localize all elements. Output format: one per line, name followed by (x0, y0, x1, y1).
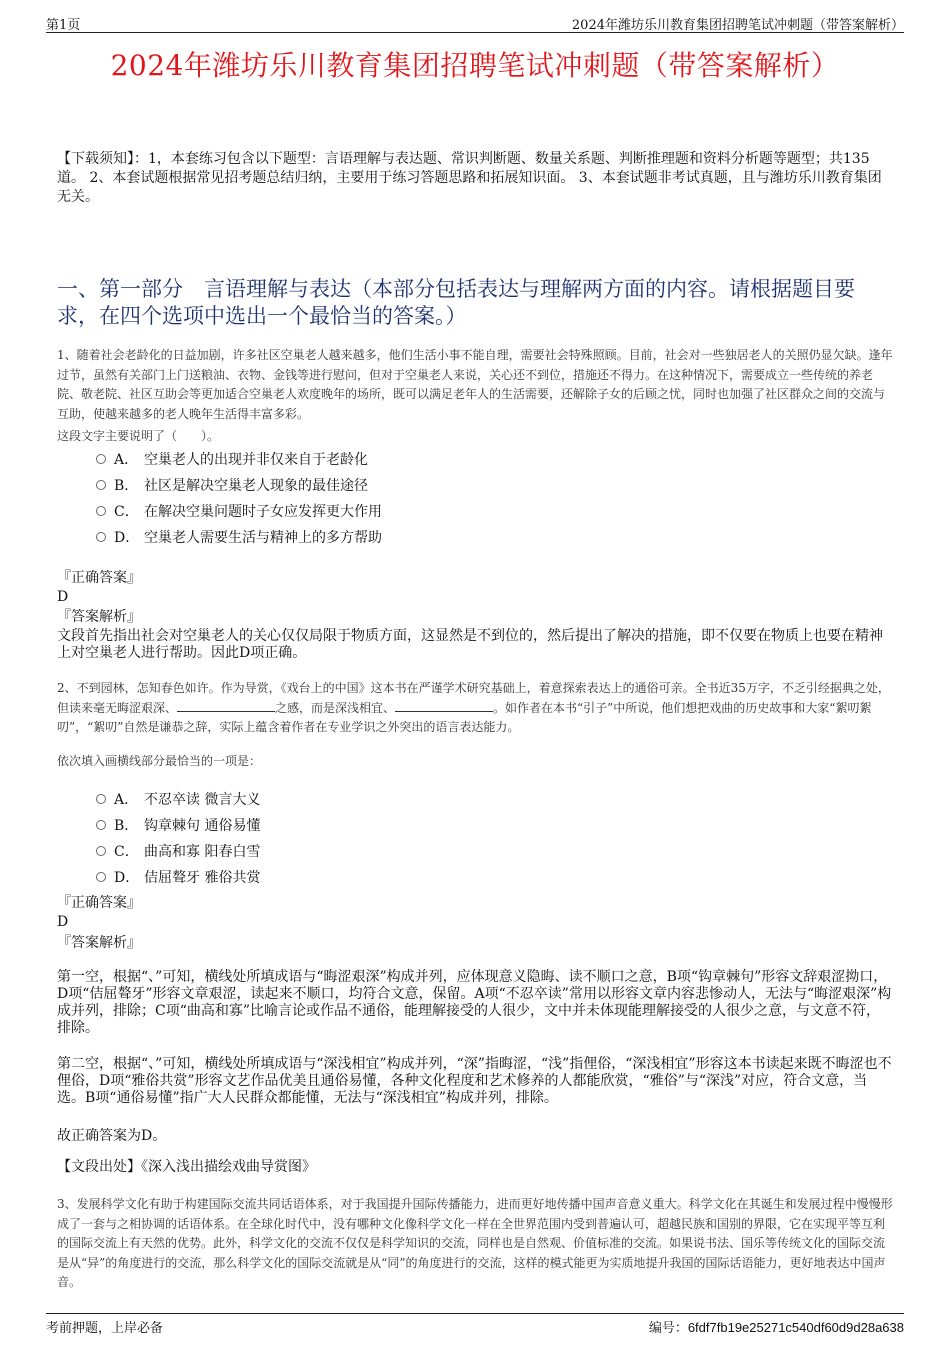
radio-icon[interactable] (96, 846, 106, 856)
source-citation: 【文段出处】《深入浅出描绘戏曲导赏图》 (57, 1159, 316, 1175)
analysis-text-2: 第二空，根据“、”可知，横线处所填成语与“深浅相宜”构成并列，“深”指晦涩，“浅”指俚俗，“深浅相宜”形容这本书读起来既不晦涩也不俚俗，D项“雅俗共赏”形容文艺作品优美且通俗易懂，各种文化程度和艺术修养的人都能欣赏，“雅俗”与“深浅”对应，符合文意，当选。B项“通俗易懂”指广大人民群众都能懂，无法与“深浅相宜”构成并列，排除。 (57, 1056, 892, 1106)
option-a[interactable]: A． 不忍卒读 微言大义 (96, 786, 260, 812)
question-1-ask: 这段文字主要说明了（ ）。 (57, 429, 220, 443)
fill-blank-1[interactable] (177, 699, 275, 712)
analysis-text: 文段首先指出社会对空巢老人的关心仅仅局限于物质方面，这显然是不到位的，然后提出了解决的措施，即不仅要在物质上也要在精神上对空巢老人进行帮助。因此D项正确。 (57, 628, 883, 661)
question-2-options (96, 786, 260, 890)
question-1-text: 1、随着社会老龄化的日益加剧，许多社区空巢老人越来越多，他们生活小事不能自理，需要社会特殊照顾。目前，社会对一些独居老人的关照仍显欠缺。逢年过节，虽然有关部门上门送粮油、衣物、金钱等进行慰问，但对于空巢老人来说，关心还不到位，措施还不得力。在这种情况下，需要成立一些传统的养老院、敬老院、社区互助会等更加适合空巢老人欢度晚年的场所，既可以满足老年人的生活需要，还解除子女的后顾之忧，同时也加强了社区群众之间的交流与互助，使越来越多的老人晚年生活得丰富多彩。 (57, 348, 893, 421)
answer-value: D (57, 914, 69, 930)
answer-label: 『正确答案』 (57, 570, 141, 586)
page-footer (46, 1313, 904, 1334)
fill-blank-2[interactable] (395, 699, 493, 712)
analysis-label: 『答案解析』 (57, 609, 141, 625)
page-header (46, 12, 904, 33)
option-b[interactable]: B． 社区是解决空巢老人现象的最佳途径 (96, 472, 382, 498)
question-1-options (96, 446, 382, 550)
page-number: 第1页 (46, 18, 81, 33)
footer-slogan: 考前押题，上岸必备 (46, 1321, 164, 1336)
option-d[interactable]: D． 空巢老人需要生活与精神上的多方帮助 (96, 524, 382, 550)
radio-icon[interactable] (96, 532, 106, 542)
radio-icon[interactable] (96, 794, 106, 804)
radio-icon[interactable] (96, 454, 106, 464)
analysis-label: 『答案解析』 (57, 935, 141, 951)
option-c[interactable]: C． 在解决空巢问题时子女应发挥更大作用 (96, 498, 382, 524)
analysis-text-1: 第一空，根据“、”可知，横线处所填成语与“晦涩艰深”构成并列，应体现意义隐晦、读不顺口之意，B项“钩章棘句”形容文辞艰涩拗口，D项“佶屈聱牙”形容文章艰涩，读起来不顺口，均符合文意，保留。A项“不忍卒读”常用以形容文章内容悲惨动人，无法与“晦涩艰深”构成并列，排除；C项“曲高和寡”比喻言论或作品不通俗，能理解接受的人很少，文中并未体现能理解接受的人很少之意，与文意不符，排除。 (57, 969, 892, 1036)
option-d[interactable]: D． 佶屈聱牙 雅俗共赏 (96, 864, 260, 890)
answer-label: 『正确答案』 (57, 895, 141, 911)
header-doc-title: 2024年潍坊乐川教育集团招聘笔试冲刺题（带答案解析） (571, 18, 904, 33)
option-a[interactable]: A． 空巢老人的出现并非仅来自于老龄化 (96, 446, 382, 472)
footer-code: 编号：6fdf7fb19e25271c540df60d9d28a638 (648, 1320, 904, 1335)
radio-icon[interactable] (96, 506, 106, 516)
answer-value: D (57, 589, 69, 605)
radio-icon[interactable] (96, 872, 106, 882)
option-b[interactable]: B． 钩章棘句 通俗易懂 (96, 812, 260, 838)
radio-icon[interactable] (96, 480, 106, 490)
conclusion: 故正确答案为D。 (57, 1128, 167, 1144)
download-notice: 【下载须知】：1，本套练习包含以下题型：言语理解与表达题、常识判断题、数量关系题、判断推理题和资料分析题等题型；共135道。 2、本套试题根据常见招考题总结归纳，主要用于练习答题思路和拓展知识面。 3、本套试题非考试真题，且与潍坊乐川教育集团无关。 (57, 151, 882, 205)
radio-icon[interactable] (96, 820, 106, 830)
question-2-ask: 依次填入画横线部分最恰当的一项是： (57, 754, 262, 768)
option-c[interactable]: C． 曲高和寡 阳春白雪 (96, 838, 260, 864)
document-title: 2024年潍坊乐川教育集团招聘笔试冲刺题（带答案解析） (110, 49, 840, 82)
question-3-text: 3、发展科学文化有助于构建国际交流共同话语体系，对于我国提升国际传播能力，进而更好地传播中国声音意义重大。科学文化在其诞生和发展过程中慢慢形成了一套与之相协调的话语体系。在全球化时代中，没有哪种文化像科学文化一样在全世界范围内受到普遍认可，超越民族和国别的界限，它在实现平等互利的国际交流上有天然的优势。此外，科学文化的交流不仅仅是科学知识的交流，同样也是自然观、价值标准的交流。如果说书法、国乐等传统文化的国际交流是从“异”的角度进行的交流，那么科学文化的国际交流就是从“同”的角度进行的交流，这样的模式能更为实质地提升我国的国际话语能力，更好地表达中国声音。 (57, 1197, 893, 1289)
section-heading: 一、第一部分 言语理解与表达（本部分包括表达与理解两方面的内容。请根据题目要求，在四个选项中选出一个最恰当的答案。） (57, 277, 855, 328)
question-2-text: 2、不到园林，怎知春色如许。作为导赏，《戏台上的中国》这本书在严谨学术研究基础上，着意探索表达上的通俗可亲。全书近35万字，不乏引经据典之处，但读来毫无晦涩艰深、 之感，而是深浅相宜、 。如作者在本书“引子”中所说，他们想把戏曲的历史故事和大家“絮叨絮叨”，“絮叨”自然是谦恭之辞，实际上蕴含着作者在专业学识之外突出的语言表达能力。 (57, 681, 890, 734)
